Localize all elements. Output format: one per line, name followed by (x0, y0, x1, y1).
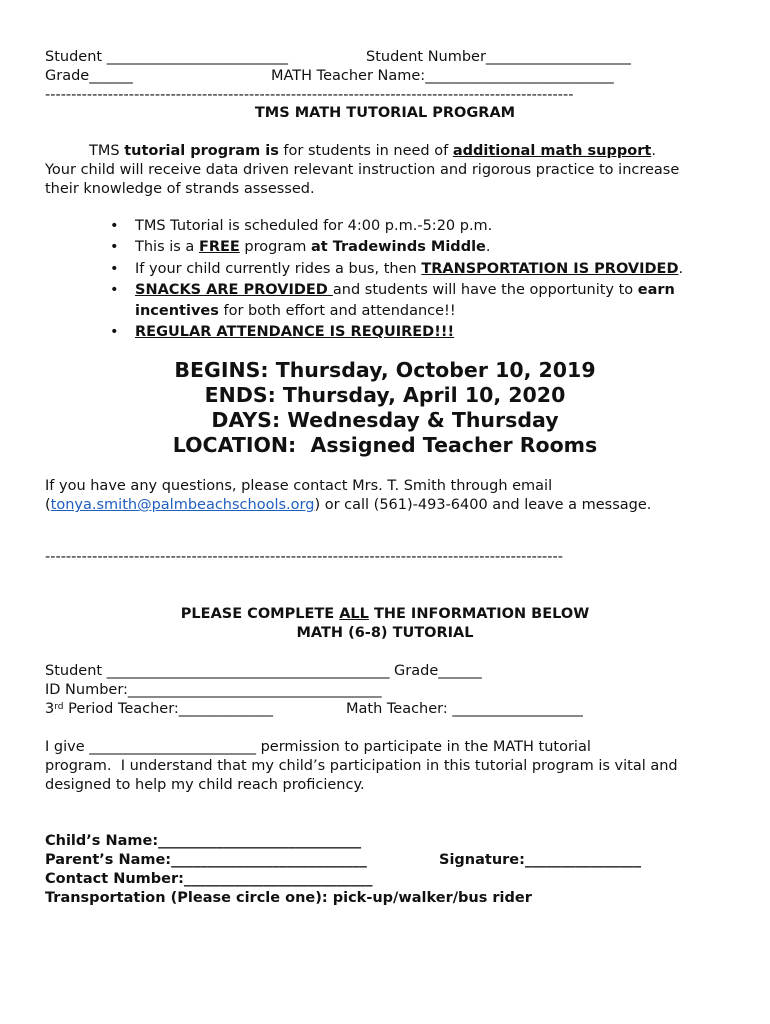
location-info: LOCATION: Assigned Teacher Rooms (172, 433, 598, 457)
bullet-snacks: • SNACKS ARE PROVIDED and students will have the opportunity to earn incentives for both effort and attendance!! (135, 280, 735, 323)
bullet-free: • This is a FREE program at Tradewinds Middle. (135, 237, 735, 258)
permission-line-2: program. I understand that my child’s participation in this tutorial program is vital and (45, 758, 678, 774)
bullet-transportation: • If your child currently rides a bus, then TRANSPORTATION IS PROVIDED. (135, 259, 735, 280)
permission-line-3: designed to help my child reach proficiency. (45, 777, 365, 793)
ends-date: ENDS: Thursday, April 10, 2020 (204, 383, 566, 407)
form-subheading: MATH (6-8) TUTORIAL (296, 625, 474, 641)
form-student-grade-field[interactable]: Student _______________________________________ Grade______ (45, 663, 482, 679)
intro-line-3: their knowledge of strands assessed. (45, 181, 315, 197)
permission-line-1[interactable]: I give _______________________ permission to participate in the MATH tutorial (45, 739, 591, 755)
student-number-field[interactable]: Student Number____________________ (366, 49, 631, 65)
begins-date: BEGINS: Thursday, October 10, 2019 (174, 358, 596, 382)
third-period-teacher-field[interactable]: 3rd Period Teacher:_____________ (45, 701, 274, 717)
parent-name-field[interactable]: Parent’s Name:___________________________ (45, 852, 367, 868)
contact-number-field[interactable]: Contact Number:__________________________ (45, 871, 373, 887)
contact-line-1: If you have any questions, please contact Mrs. T. Smith through email (45, 478, 553, 494)
math-teacher-name-field[interactable]: MATH Teacher Name:__________________________ (271, 68, 614, 84)
email-link[interactable]: tonya.smith@palmbeachschools.org (50, 497, 315, 513)
form-math-teacher-field[interactable]: Math Teacher: __________________ (346, 701, 583, 717)
intro-line-2: Your child will receive data driven relevant instruction and rigorous practice to increase (45, 162, 680, 178)
intro-line-1: TMS tutorial program is for students in need of additional math support. (89, 143, 656, 159)
grade-field[interactable]: Grade______ (45, 68, 133, 84)
page-title: TMS MATH TUTORIAL PROGRAM (254, 105, 516, 121)
child-name-field[interactable]: Child’s Name:____________________________ (45, 833, 362, 849)
contact-line-2: (tonya.smith@palmbeachschools.org) or call (561)-493-6400 and leave a message. (45, 497, 652, 513)
info-bullet-list (45, 216, 735, 344)
bullet-attendance: • REGULAR ATTENDANCE IS REQUIRED!!! (135, 322, 735, 343)
signature-field[interactable]: Signature:________________ (439, 852, 641, 868)
bullet-schedule: • TMS Tutorial is scheduled for 4:00 p.m.-5:20 p.m. (135, 216, 735, 237)
id-number-field[interactable]: ID Number:___________________________________ (45, 682, 382, 698)
transportation-choice[interactable]: Transportation (Please circle one): pick-up/walker/bus rider (45, 890, 532, 906)
separator-line: ----------------------------------------------------------------------------------------------------- (45, 87, 574, 103)
student-field[interactable]: Student _________________________ (45, 49, 288, 65)
days-info: DAYS: Wednesday & Thursday (211, 408, 559, 432)
form-heading: PLEASE COMPLETE ALL THE INFORMATION BELOW (180, 606, 590, 622)
separator-line-2: --------------------------------------------------------------------------------------------------- (45, 549, 563, 565)
